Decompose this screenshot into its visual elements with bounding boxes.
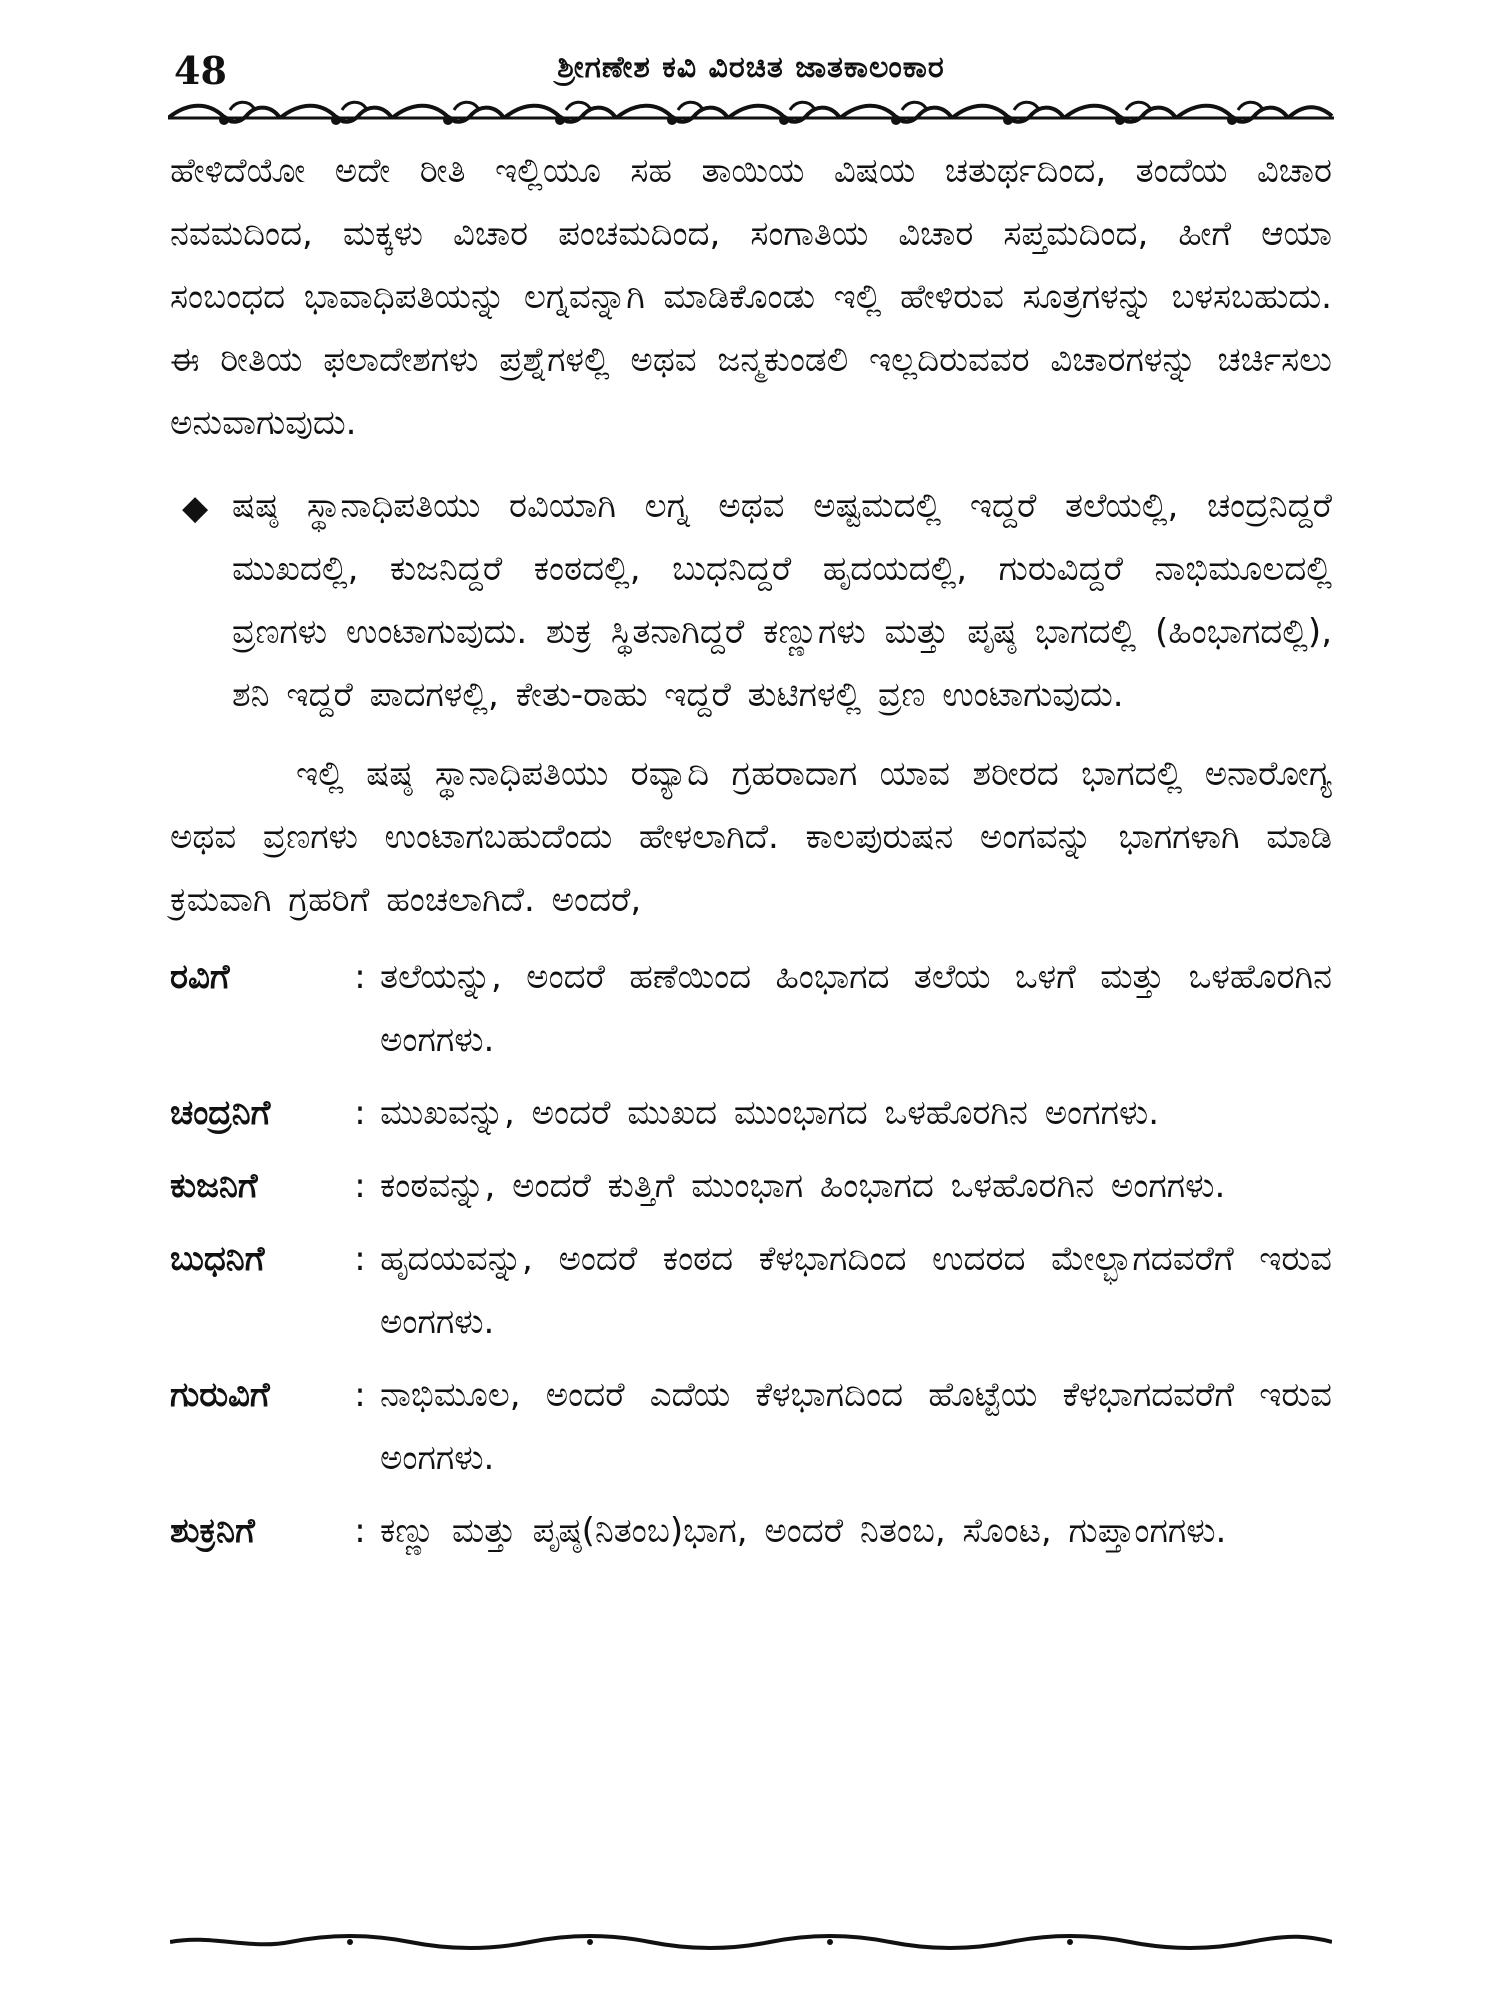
definition-colon: : xyxy=(354,957,366,997)
definition-list xyxy=(170,946,1332,1563)
page-body xyxy=(170,140,1332,1563)
definition-term: ಕುಜನಿಗೆ xyxy=(170,1166,258,1206)
paragraph-intro: ಹೇಳಿದೆಯೋ ಅದೇ ರೀತಿ ಇಲ್ಲಿಯೂ ಸಹ ತಾಯಿಯ ವಿಷಯ ಚತುರ್ಥದಿಂದ, ತಂದೆಯ ವಿಚಾರ ನವಮದಿಂದ, ಮಕ್ಕಳು ವಿಚಾರ ಪಂಚಮದಿಂದ, ಸಂಗಾತಿಯ ವಿಚಾರ ಸಪ್ತಮದಿಂದ, ಹೀಗೆ ಆಯಾ ಸಂಬಂಧದ ಭಾವಾಧಿಪತಿಯನ್ನು ಲಗ್ನವನ್ನಾಗಿ ಮಾಡಿಕೊಂಡು ಇಲ್ಲಿ ಹೇಳಿರುವ ಸೂತ್ರಗಳನ್ನು ಬಳಸಬಹುದು. ಈ ರೀತಿಯ ಫಲಾದೇಶಗಳು ಪ್ರಶ್ನೆಗಳಲ್ಲಿ ಅಥವ ಜನ್ಮಕುಂಡಲಿ ಇಲ್ಲದಿರುವವರ ವಿಚಾರಗಳನ್ನು ಚರ್ಚಿಸಲು ಅನುವಾಗುವುದು. xyxy=(170,151,1332,443)
definition-term: ಚಂದ್ರನಿಗೆ xyxy=(170,1093,271,1133)
diamond-bullet-icon: ◆ xyxy=(182,488,209,528)
definition-text: ಮುಖವನ್ನು, ಅಂದರೆ ಮುಖದ ಮುಂಭಾಗದ ಒಳಹೊರಗಿನ ಅಂಗಗಳು. xyxy=(380,1093,1160,1133)
definition-term: ಶುಕ್ರನಿಗೆ xyxy=(170,1511,255,1551)
definition-item xyxy=(170,1082,1332,1145)
definition-text: ಕಣ್ಣು ಮತ್ತು ಪೃಷ್ಠ(ನಿತಂಬ)ಭಾಗ, ಅಂದರೆ ನಿತಂಬ, ಸೊಂಟ, ಗುಪ್ತಾಂಗಗಳು. xyxy=(380,1511,1227,1551)
definition-item xyxy=(170,1500,1332,1563)
definition-colon: : xyxy=(354,1093,366,1133)
bullet-text: ಷಷ್ಠ ಸ್ಥಾನಾಧಿಪತಿಯು ರವಿಯಾಗಿ ಲಗ್ನ ಅಥವ ಅಷ್ಟಮದಲ್ಲಿ ಇದ್ದರೆ ತಲೆಯಲ್ಲಿ, ಚಂದ್ರನಿದ್ದರೆ ಮುಖದಲ್ಲಿ, ಕುಜನಿದ್ದರೆ ಕಂಠದಲ್ಲಿ, ಬುಧನಿದ್ದರೆ ಹೃದಯದಲ್ಲಿ, ಗುರುವಿದ್ದರೆ ನಾಭಿಮೂಲದಲ್ಲಿ ವ್ರಣಗಳು ಉಂಟಾಗುವುದು. ಶುಕ್ರ ಸ್ಥಿತನಾಗಿದ್ದರೆ ಕಣ್ಣುಗಳು ಮತ್ತು ಪೃಷ್ಠ ಭಾಗದಲ್ಲಿ (ಹಿಂಭಾಗದಲ್ಲಿ), ಶನಿ ಇದ್ದರೆ ಪಾದಗಳಲ್ಲಿ, ಕೇತು-ರಾಹು ಇದ್ದರೆ ತುಟಿಗಳಲ್ಲಿ ವ್ರಣ ಉಂಟಾಗುವುದು. xyxy=(232,486,1332,715)
paragraph-explanation: ಇಲ್ಲಿ ಷಷ್ಠ ಸ್ಥಾನಾಧಿಪತಿಯು ರವ್ಯಾದಿ ಗ್ರಹರಾದಾಗ ಯಾವ ಶರೀರದ ಭಾಗದಲ್ಲಿ ಅನಾರೋಗ್ಯ ಅಥವ ವ್ರಣಗಳು ಉಂಟಾಗಬಹುದೆಂದು ಹೇಳಲಾಗಿದೆ. ಕಾಲಪುರುಷನ ಅಂಗವನ್ನು ಭಾಗಗಳಾಗಿ ಮಾಡಿ ಕ್ರಮವಾಗಿ ಗ್ರಹರಿಗೆ ಹಂಚಲಾಗಿದೆ. ಅಂದರೆ, xyxy=(170,754,1332,920)
definition-text: ಕಂಠವನ್ನು, ಅಂದರೆ ಕುತ್ತಿಗೆ ಮುಂಭಾಗ ಹಿಂಭಾಗದ ಒಳಹೊರಗಿನ ಅಂಗಗಳು. xyxy=(380,1166,1226,1206)
definition-colon: : xyxy=(354,1375,366,1415)
definition-item xyxy=(170,1155,1332,1218)
definition-term: ರವಿಗೆ xyxy=(170,957,230,997)
scroll-border-ornament-icon xyxy=(168,96,1334,136)
bullet-point xyxy=(170,475,1332,727)
definition-colon: : xyxy=(354,1166,366,1206)
definition-item xyxy=(170,1364,1332,1490)
page-number: 48 xyxy=(174,48,227,93)
definition-text: ನಾಭಿಮೂಲ, ಅಂದರೆ ಎದೆಯ ಕೆಳಭಾಗದಿಂದ ಹೊಟ್ಟೆಯ ಕೆಳಭಾಗದವರೆಗೆ ಇರುವ ಅಂಗಗಳು. xyxy=(380,1375,1332,1478)
definition-colon: : xyxy=(354,1511,366,1551)
wavy-rule-ornament-icon xyxy=(170,1930,1332,1954)
definition-colon: : xyxy=(354,1239,366,1279)
definition-term: ಬುಧನಿಗೆ xyxy=(170,1239,265,1279)
page-header xyxy=(172,44,1330,100)
definition-item xyxy=(170,1228,1332,1354)
definition-term: ಗುರುವಿಗೆ xyxy=(170,1375,270,1415)
definition-item xyxy=(170,946,1332,1072)
definition-text: ತಲೆಯನ್ನು, ಅಂದರೆ ಹಣೆಯಿಂದ ಹಿಂಭಾಗದ ತಲೆಯ ಒಳಗೆ ಮತ್ತು ಒಳಹೊರಗಿನ ಅಂಗಗಳು. xyxy=(380,957,1332,1060)
running-title: ಶ್ರೀಗಣೇಶ ಕವಿ ವಿರಚಿತ ಜಾತಕಾಲಂಕಾರ xyxy=(557,50,945,85)
definition-text: ಹೃದಯವನ್ನು, ಅಂದರೆ ಕಂಠದ ಕೆಳಭಾಗದಿಂದ ಉದರದ ಮೇಲ್ಭಾಗದವರೆಗೆ ಇರುವ ಅಂಗಗಳು. xyxy=(380,1239,1332,1342)
